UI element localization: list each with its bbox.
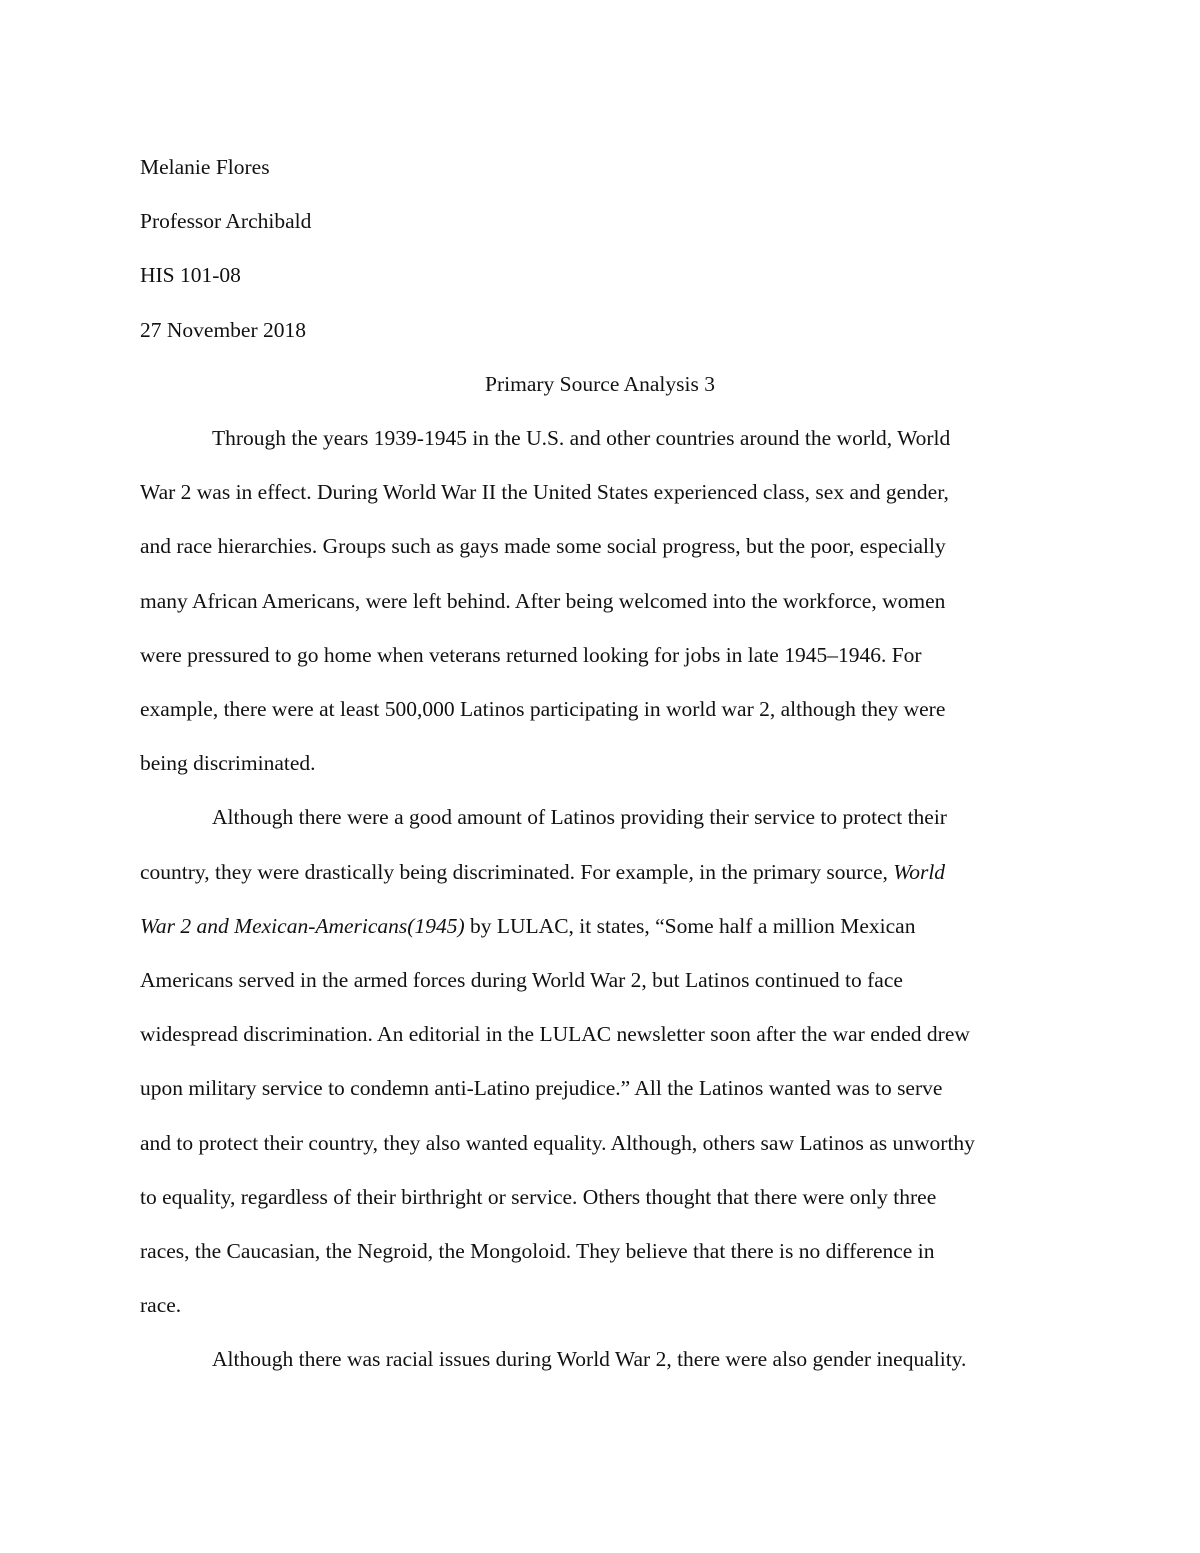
text-line: and to protect their country, they also wanted equality. Although, others saw Latinos as unworthy	[140, 1130, 975, 1155]
author-name: Melanie Flores	[140, 155, 270, 179]
paragraph-2	[140, 790, 1060, 1332]
text-line: Although there were a good amount of Latinos providing their service to protect their	[212, 805, 947, 830]
text-line: Americans served in the armed forces during World War 2, but Latinos continued to face	[140, 968, 903, 993]
paragraph-1	[140, 411, 1060, 790]
text-line: race.	[140, 1293, 182, 1318]
text-line	[140, 899, 1060, 953]
essay-body	[140, 140, 1060, 1387]
text-line: being discriminated.	[140, 751, 316, 776]
text-line: were pressured to go home when veterans returned looking for jobs in late 1945–1946. For	[140, 642, 922, 667]
text-segment: country, they were drastically being discriminated. For example, in the primary source,	[140, 859, 894, 884]
text-line: many African Americans, were left behind. After being welcomed into the workforce, women	[140, 588, 946, 613]
text-line: upon military service to condemn anti-Latino prejudice.” All the Latinos wanted was to serve	[140, 1076, 943, 1101]
text-segment: by LULAC, it states, “Some half a million Mexican	[464, 913, 916, 938]
professor-name: Professor Archibald	[140, 209, 312, 234]
text-line: and race hierarchies. Groups such as gays made some social progress, but the poor, especially	[140, 534, 946, 559]
text-line: example, there were at least 500,000 Latinos participating in world war 2, although they were	[140, 697, 946, 722]
text-line: to equality, regardless of their birthright or service. Others thought that there were only three	[140, 1184, 937, 1209]
essay-date: 27 November 2018	[140, 317, 306, 342]
text-line: Through the years 1939-1945 in the U.S. and other countries around the world, World	[212, 426, 951, 451]
essay-title: Primary Source Analysis 3	[485, 371, 715, 396]
source-title-italic: War 2 and Mexican-Americans(1945)	[140, 913, 465, 938]
text-line: races, the Caucasian, the Negroid, the Mongoloid. They believe that there is no difference in	[140, 1239, 935, 1264]
course-code: HIS 101-08	[140, 263, 241, 288]
text-line: widespread discrimination. An editorial in the LULAC newsletter soon after the war ended drew	[140, 1022, 970, 1047]
text-line	[140, 845, 1060, 899]
paragraph-3	[140, 1332, 1060, 1386]
source-title-italic: World	[893, 859, 946, 884]
text-line: War 2 was in effect. During World War II the United States experienced class, sex and gender,	[140, 480, 949, 505]
text-line: Although there was racial issues during World War 2, there were also gender inequality.	[212, 1347, 967, 1372]
